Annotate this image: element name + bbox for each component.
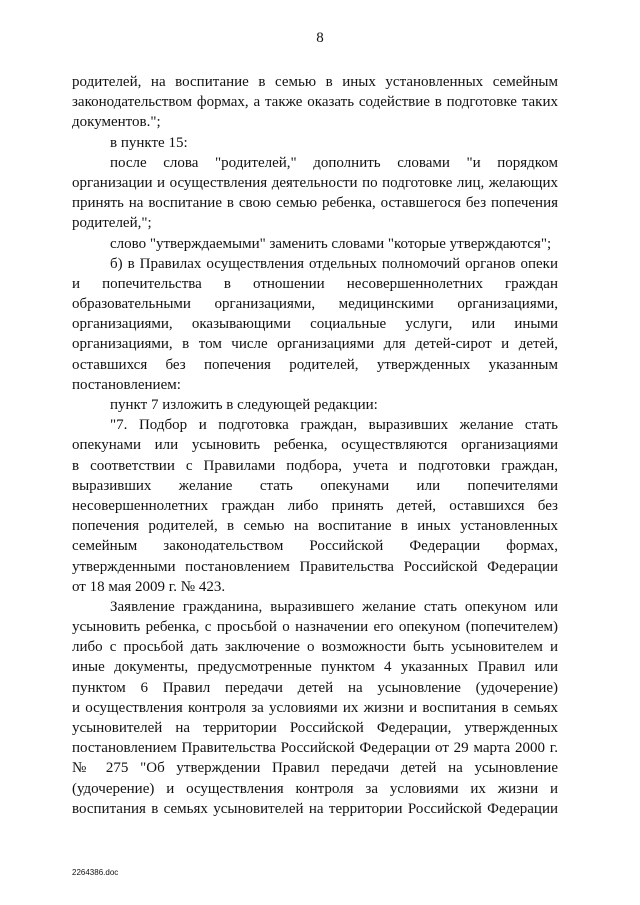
document-file-code: 2264386.doc (72, 868, 119, 877)
text-line: пункт 7 изложить в следующей редакции: (110, 397, 378, 413)
text-line: пунктом 6 Правил передачи детей на усыновление (удочерение) (72, 679, 558, 696)
text-line: и попечительства в отношении несовершеннолетних граждан (72, 275, 558, 292)
text-line: "7. Подбор и подготовка граждан, выразивших желание стать (110, 417, 558, 434)
text-line: воспитания в семьях усыновителей на территории Российской Федерации (72, 800, 558, 817)
text-line: слово "утверждаемыми" заменить словами "которые утверждаются"; (110, 235, 552, 252)
text-line: иные документы, предусмотренные пунктом 4 указанных Правил или (72, 659, 558, 676)
text-line: образовательными организациями, медицинскими организациями, (72, 296, 558, 313)
text-line: несовершеннолетних граждан либо принять детей, оставшихся без (72, 497, 558, 514)
text-line: документов."; (72, 114, 161, 131)
text-line: усыновить ребенка, с просьбой о назначении его опекуном (попечителем) (72, 619, 558, 636)
text-line: законодательством формах, а также оказать содействие в подготовке таких (72, 94, 558, 111)
text-line: от 18 мая 2009 г. № 423. (72, 578, 226, 595)
text-line: принять на воспитание в свою семью ребенка, оставшегося без попечения (72, 195, 558, 212)
text-line: либо с просьбой дать заключение о возможности быть усыновителем и (72, 639, 558, 656)
text-line: организации и осуществления деятельности по подготовке лиц, желающих (72, 174, 558, 191)
text-line: и осуществления контроля за условиями их жизни и воспитания в семьях (72, 699, 558, 716)
text-line: попечения родителей, в семью на воспитание в иных установленных (72, 518, 558, 535)
text-line: родителей,"; (72, 215, 152, 232)
text-line: оставшихся без попечения родителей, утвержденных указанным (72, 356, 558, 373)
text-line: постановлением Правительства Российской Федерации от 29 марта 2000 г. (72, 740, 558, 757)
text-line: родителей, на воспитание в семью в иных установленных семейным (72, 74, 558, 90)
text-line: выразивших желание стать опекунами или попечителями (72, 477, 558, 494)
text-line: утвержденными постановлением Правительства Российской Федерации (72, 558, 558, 575)
text-line: в соответствии с Правилами подбора, учета и подготовки граждан, (72, 457, 558, 474)
text-line: Заявление гражданина, выразившего желание стать опекуном или (110, 598, 558, 615)
text-line: после слова "родителей," дополнить словами "и порядком (110, 154, 558, 171)
text-line: усыновителей на территории Российской Федерации, утвержденных (72, 720, 558, 736)
text-line: опекунами или усыновить ребенка, осуществляются организациями (72, 437, 558, 454)
text-line: постановлением: (72, 376, 181, 393)
text-line: семейным законодательством Российской Федерации формах, (72, 538, 558, 555)
text-line: б) в Правилах осуществления отдельных полномочий органов опеки (110, 255, 558, 272)
page-number: 8 (316, 30, 324, 46)
text-line: в пункте 15: (110, 134, 188, 151)
text-line: организациями, оказывающими социальные услуги, или иными (72, 316, 558, 333)
text-line: организациями, в том числе организациями для детей-сирот и детей, (72, 336, 558, 353)
document-body (72, 72, 558, 819)
text-line: (удочерение) и осуществления контроля за условиями их жизни и (72, 780, 558, 797)
text-line: № 275 "Об утверждении Правил передачи детей на усыновление (72, 760, 558, 777)
